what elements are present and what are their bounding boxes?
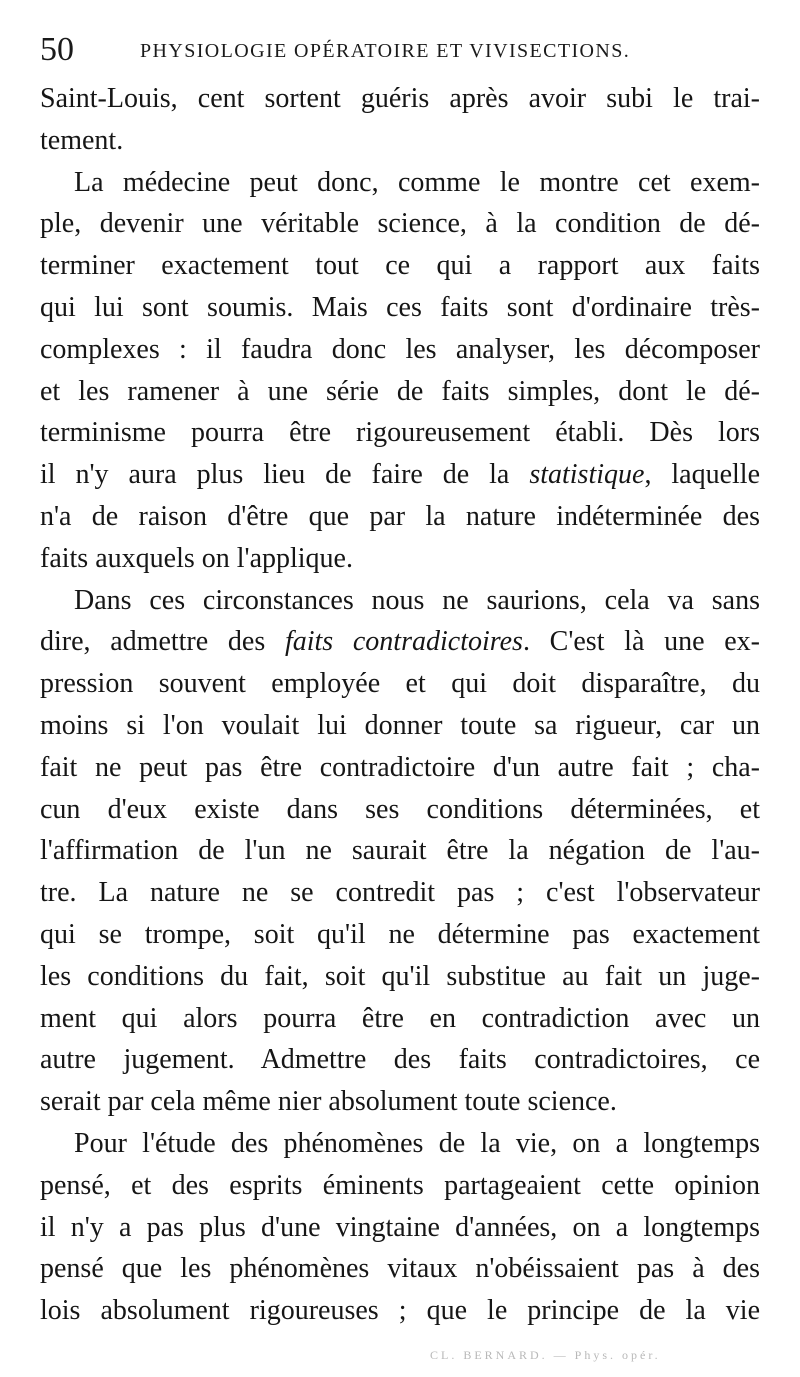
text-line: tement. <box>40 124 124 156</box>
italic-term: faits contradictoires <box>284 626 523 658</box>
text-line: pensé que les phénomènes vitaux n'obéissaient pas à des <box>40 1253 760 1285</box>
running-title: PHYSIOLOGIE OPÉRATOIRE ET VIVISECTIONS. <box>140 40 631 62</box>
text-segment: il n'y aura plus lieu de faire de la <box>40 459 510 491</box>
text-line: tre. La nature ne se contredit pas ; c'est l'observateur <box>40 877 760 909</box>
text-line: lois absolument rigoureuses ; que le principe de la vie <box>40 1295 760 1327</box>
text-line: Dans ces circonstances nous ne saurions, cela va sans <box>74 584 760 616</box>
text-line: pression souvent employée et qui doit disparaître, du <box>40 668 760 700</box>
footer-signature: CL. BERNARD. — Phys. opér. <box>430 1348 661 1362</box>
text-segment: dire, admettre des <box>40 626 266 658</box>
running-header <box>40 30 760 70</box>
body-text <box>40 78 760 1332</box>
text-line: Saint-Louis, cent sortent guéris après avoir subi le trai- <box>40 83 760 114</box>
text-line: terminisme pourra être rigoureusement établi. Dès lors <box>40 417 760 449</box>
text-line: serait par cela même nier absolument toute science. <box>40 1086 617 1118</box>
text-line: autre jugement. Admettre des faits contradictoires, ce <box>40 1044 760 1076</box>
text-line: terminer exactement tout ce qui a rapport aux faits <box>40 250 760 282</box>
text-line: et les ramener à une série de faits simples, dont le dé- <box>40 375 760 407</box>
text-line: cun d'eux existe dans ses conditions déterminées, et <box>40 793 760 825</box>
italic-term: statistique <box>529 459 645 491</box>
text-line <box>40 454 760 496</box>
text-line: l'affirmation de l'un ne saurait être la négation de l'au- <box>40 835 760 867</box>
text-segment: , laquelle <box>644 459 761 491</box>
text-line: fait ne peut pas être contradictoire d'un autre fait ; cha- <box>40 751 760 783</box>
text-line <box>40 621 760 663</box>
text-line: qui se trompe, soit qu'il ne détermine pas exactement <box>40 918 760 950</box>
text-line: pensé, et des esprits éminents partageaient cette opinion <box>40 1169 760 1201</box>
text-line: n'a de raison d'être que par la nature indéterminée des <box>40 500 760 532</box>
text-line: ple, devenir une véritable science, à la condition de dé- <box>40 208 760 240</box>
text-line: il n'y a pas plus d'une vingtaine d'années, on a longtemps <box>40 1211 760 1243</box>
text-line: moins si l'on voulait lui donner toute sa rigueur, car un <box>40 709 760 741</box>
text-line: qui lui sont soumis. Mais ces faits sont d'ordinaire très- <box>40 291 760 323</box>
text-line: ment qui alors pourra être en contradiction avec un <box>40 1002 760 1034</box>
page-number: 50 <box>40 31 74 68</box>
text-line: les conditions du fait, soit qu'il substitue au fait un juge- <box>40 960 760 992</box>
text-line: La médecine peut donc, comme le montre cet exem- <box>74 166 760 198</box>
text-line: Pour l'étude des phénomènes de la vie, on a longtemps <box>74 1127 760 1159</box>
text-line: complexes : il faudra donc les analyser, les décomposer <box>40 333 760 365</box>
text-segment: . C'est là une ex- <box>522 626 760 658</box>
text-line: faits auxquels on l'applique. <box>40 542 353 574</box>
